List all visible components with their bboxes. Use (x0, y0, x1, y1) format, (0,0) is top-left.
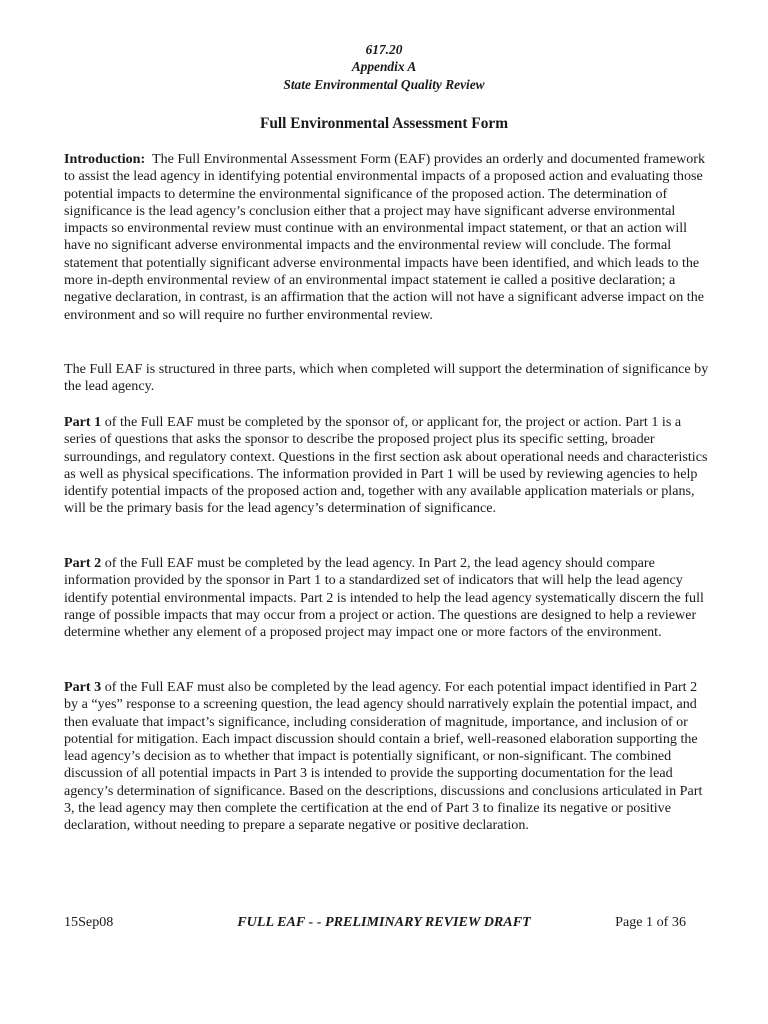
review-label: State Environmental Quality Review (283, 77, 485, 92)
appendix-label: Appendix A (351, 59, 417, 74)
part1-lead: Part 1 (64, 414, 102, 430)
part2-lead: Part 2 (64, 555, 102, 571)
part2-paragraph (64, 555, 714, 641)
part3-lead: Part 3 (64, 679, 102, 695)
introduction-lead: Introduction: (64, 151, 146, 167)
footer-date: 15Sep08 (64, 914, 114, 930)
part1-paragraph (64, 414, 714, 518)
part1-text: of the Full EAF must be completed by the sponsor of, or applicant for, the project or action. Part 1 is a series of questions that asks the sponsor to describe the proposed project plus its specific setting, broader surroundings, and regulatory context. Questions in the first section ask about operational needs and characteristics as well as physical specifications. The information provided in Part 1 will be used by reviewing agencies to help identify potential impacts of the proposed action and, together with any available application materials or plans, will be the primary basis for the lead agency’s determination of significance. (64, 414, 708, 517)
footer-draft-label: FULL EAF - - PRELIMINARY REVIEW DRAFT (237, 914, 531, 930)
structure-text: The Full EAF is structured in three parts, which when completed will support the determination of significance by the lead agency. (64, 361, 709, 395)
introduction-paragraph (64, 151, 714, 324)
structure-paragraph (64, 361, 714, 396)
introduction-text: The Full Environmental Assessment Form (EAF) provides an orderly and documented framework to assist the lead agency in identifying potential environmental impacts of a proposed action and evaluating those potential impacts to determine the environmental significance of the proposed action. The determination of significance is the lead agency’s conclusion either that a project may have significant adverse environmental impacts so environmental review must continue with an environmental impact statement, or that an action will have no significant adverse environmental impacts and the environmental review will conclude. The formal statement that potentially significant adverse environmental impacts have been identified, and which leads to the more in-depth environmental review of an environmental impact statement ie called a positive declaration; a negative declaration, in contrast, is an affirmation that the action will not have a significant adverse impact on the environment and so will require no further environmental review. (64, 151, 706, 323)
part3-paragraph (64, 679, 714, 835)
footer-page-number: Page 1 of 36 (615, 914, 686, 930)
page-title: Full Environmental Assessment Form (259, 115, 509, 132)
part2-text: of the Full EAF must be completed by the lead agency. In Part 2, the lead agency should compare information provided by the sponsor in Part 1 to a standardized set of indicators that will help the lead agency identify potential environmental impacts. Part 2 is intended to help the lead agency systematically discern the full range of possible impacts that may occur from a project or action. The questions are designed to help a reviewer determine whether any element of a proposed project may impact one or more factors of the environment. (64, 555, 704, 641)
section-number: 617.20 (365, 42, 403, 57)
part3-text: of the Full EAF must also be completed by the lead agency. For each potential impact identified in Part 2 by a “yes” response to a screening question, the lead agency should narratively explain the potential impact, and then evaluate that impact’s significance, including consideration of magnitude, importance, and inclusion of or potential for mitigation. Each impact discussion should contain a brief, well-reasoned elaboration supporting the lead agency’s decision as to whether that impact is potentially significant, or non-significant. The combined discussion of all potential impacts in Part 3 is intended to provide the supporting documentation for the lead agency’s determination of significance. Based on the descriptions, discussions and conclusions articulated in Part 3, the lead agency may then complete the certification at the end of Part 3 to finalize its negative or positive declaration, without needing to prepare a separate negative or positive declaration. (64, 679, 703, 834)
